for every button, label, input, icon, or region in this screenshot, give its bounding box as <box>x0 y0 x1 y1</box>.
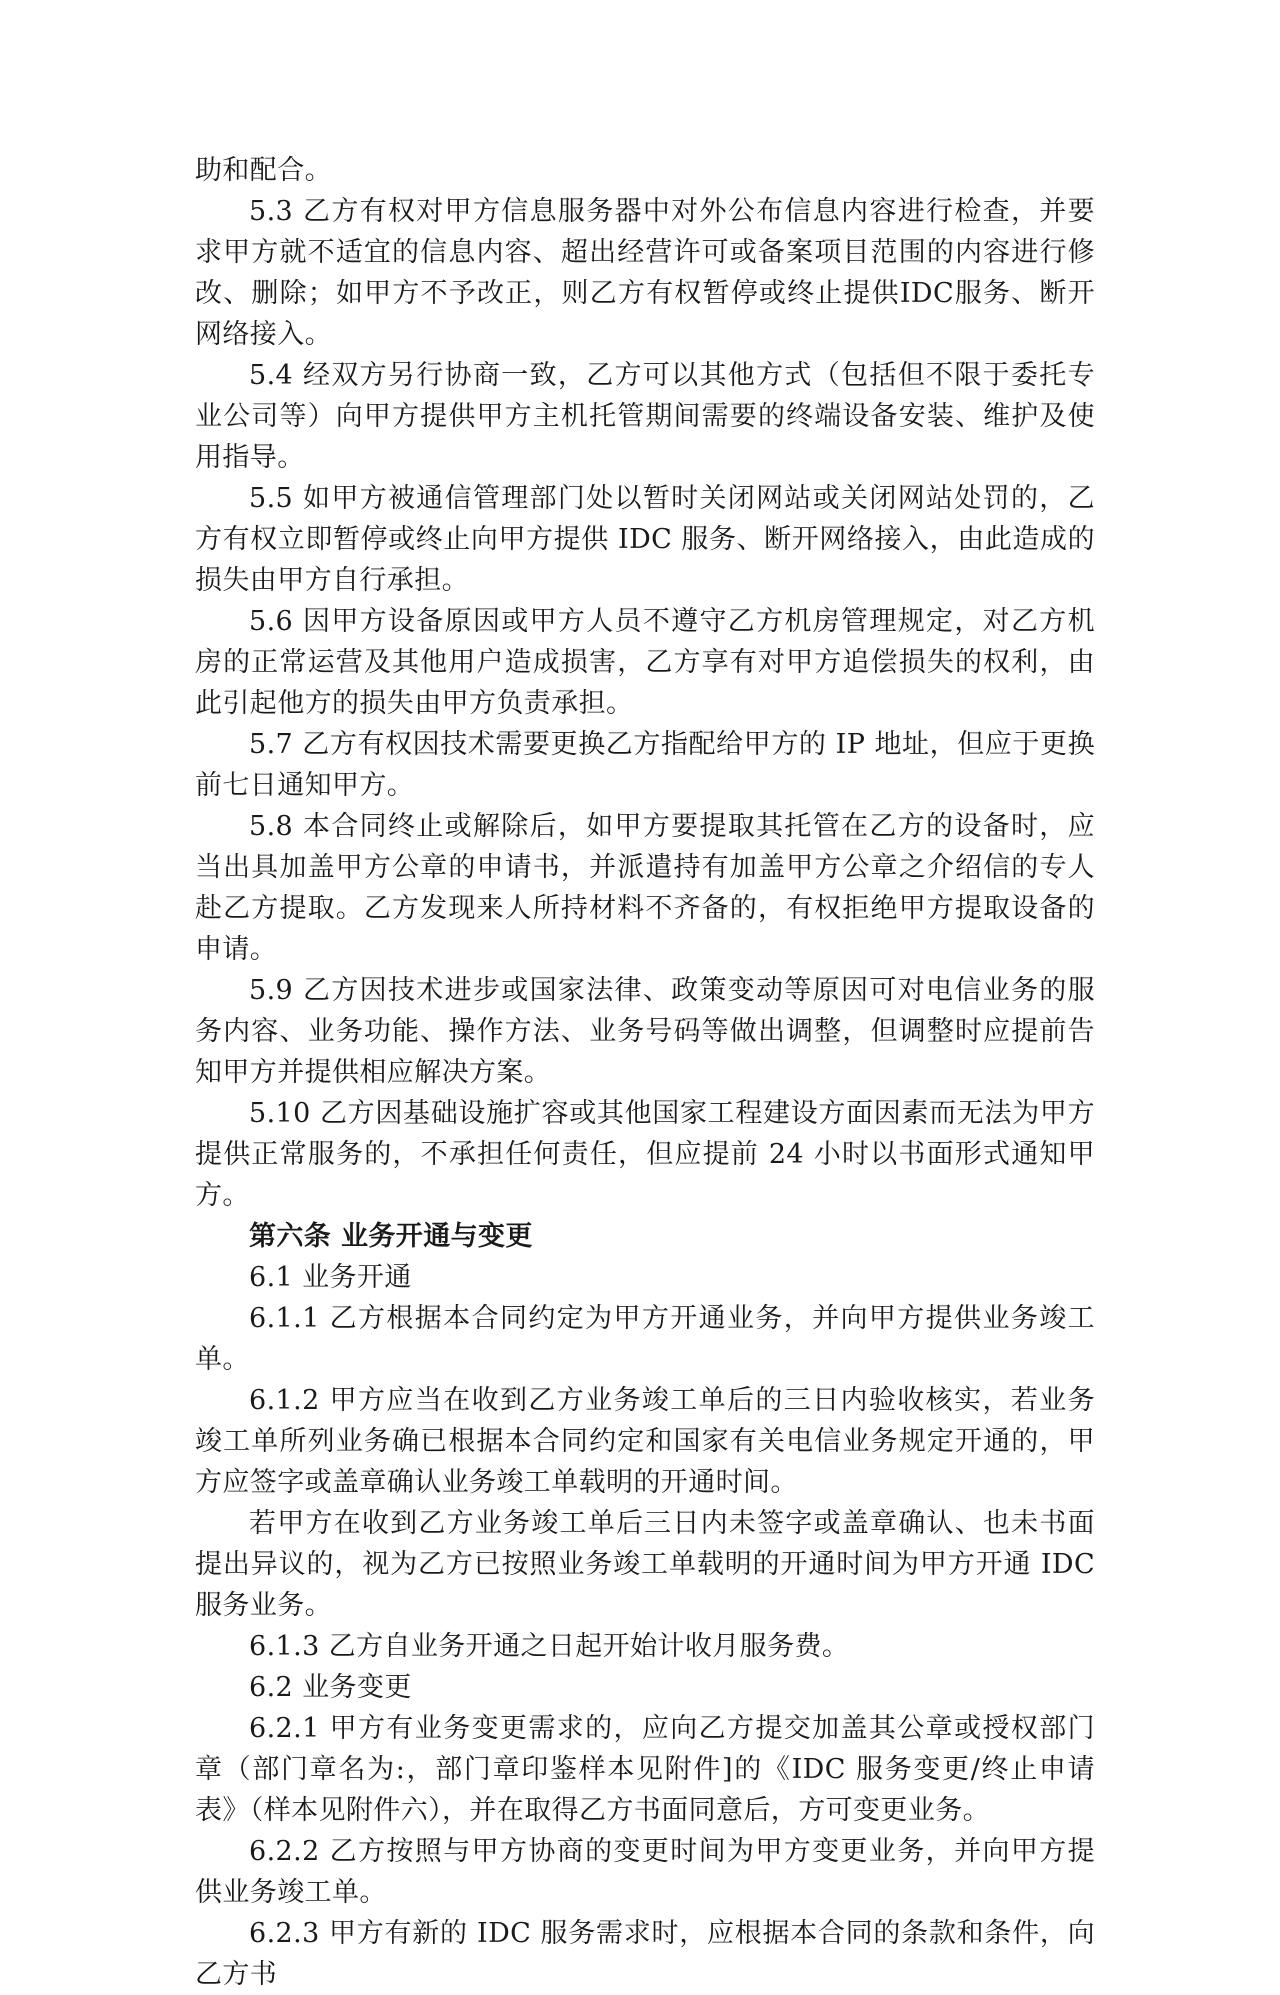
clause-6-2: 6.2 业务变更 <box>249 1672 412 1703</box>
clause-5-10: 5.10 乙方因基础设施扩容或其他国家工程建设方面因素而无法为甲方提供正常服务的，不承担任何责任，但应提前 24 小时以书面形式通知甲方。 <box>195 1098 1095 1211</box>
clause-6-1-3: 6.1.3 乙方自业务开通之日起开始计收月服务费。 <box>249 1631 850 1662</box>
clause-5-3: 5.3 乙方有权对甲方信息服务器中对外公布信息内容进行检查，并要求甲方就不适宜的信息内容、超出经营许可或备案项目范围的内容进行修改、删除；如甲方不予改正，则乙方有权暂停或终止提供IDC服务、断开网络接入。 <box>195 196 1095 350</box>
document-body <box>195 150 1095 1995</box>
clause-5-8: 5.8 本合同终止或解除后，如甲方要提取其托管在乙方的设备时，应当出具加盖甲方公章的申请书，并派遣持有加盖甲方公章之介绍信的专人赴乙方提取。乙方发现来人所持材料不齐备的，有权拒绝甲方提取设备的申请。 <box>195 811 1095 965</box>
clause-5-9: 5.9 乙方因技术进步或国家法律、政策变动等原因可对电信业务的服务内容、业务功能、操作方法、业务号码等做出调整，但调整时应提前告知甲方并提供相应解决方案。 <box>195 975 1095 1088</box>
clause-6-2-2: 6.2.2 乙方按照与甲方协商的变更时间为甲方变更业务，并向甲方提供业务竣工单。 <box>195 1836 1095 1908</box>
clause-6-1: 6.1 业务开通 <box>249 1262 412 1293</box>
clause-5-4: 5.4 经双方另行协商一致，乙方可以其他方式（包括但不限于委托专业公司等）向甲方提供甲方主机托管期间需要的终端设备安装、维护及使用指导。 <box>195 360 1095 473</box>
clause-5-5: 5.5 如甲方被通信管理部门处以暂时关闭网站或关闭网站处罚的，乙方有权立即暂停或终止向甲方提供 IDC 服务、断开网络接入，由此造成的损失由甲方自行承担。 <box>195 483 1095 596</box>
clause-6-2-3: 6.2.3 甲方有新的 IDC 服务需求时，应根据本合同的条款和条件，向乙方书 <box>195 1918 1095 1990</box>
clause-6-1-2: 6.1.2 甲方应当在收到乙方业务竣工单后的三日内验收核实，若业务竣工单所列业务确已根据本合同约定和国家有关电信业务规定开通的，甲方应签字或盖章确认业务竣工单载明的开通时间。 <box>195 1385 1095 1498</box>
clause-5-6: 5.6 因甲方设备原因或甲方人员不遵守乙方机房管理规定，对乙方机房的正常运营及其他用户造成损害，乙方享有对甲方追偿损失的权利，由此引起他方的损失由甲方负责承担。 <box>195 606 1095 719</box>
paragraph-continuation: 助和配合。 <box>195 155 332 186</box>
clause-6-1-2-supplement: 若甲方在收到乙方业务竣工单后三日内未签字或盖章确认、也未书面提出异议的，视为乙方已按照业务竣工单载明的开通时间为甲方开通 IDC 服务业务。 <box>195 1508 1095 1621</box>
clause-6-2-1: 6.2.1 甲方有业务变更需求的，应向乙方提交加盖其公章或授权部门章（部门章名为:，部门章印鉴样本见附件]的《IDC 服务变更/终止申请表》（样本见附件六），并在取得乙方书面同意后，方可变更业务。 <box>195 1713 1095 1826</box>
article-6-heading: 第六条 业务开通与变更 <box>249 1221 533 1252</box>
clause-5-7: 5.7 乙方有权因技术需要更换乙方指配给甲方的 IP 地址，但应于更换前七日通知甲方。 <box>195 729 1095 801</box>
clause-6-1-1: 6.1.1 乙方根据本合同约定为甲方开通业务，并向甲方提供业务竣工单。 <box>195 1303 1095 1375</box>
